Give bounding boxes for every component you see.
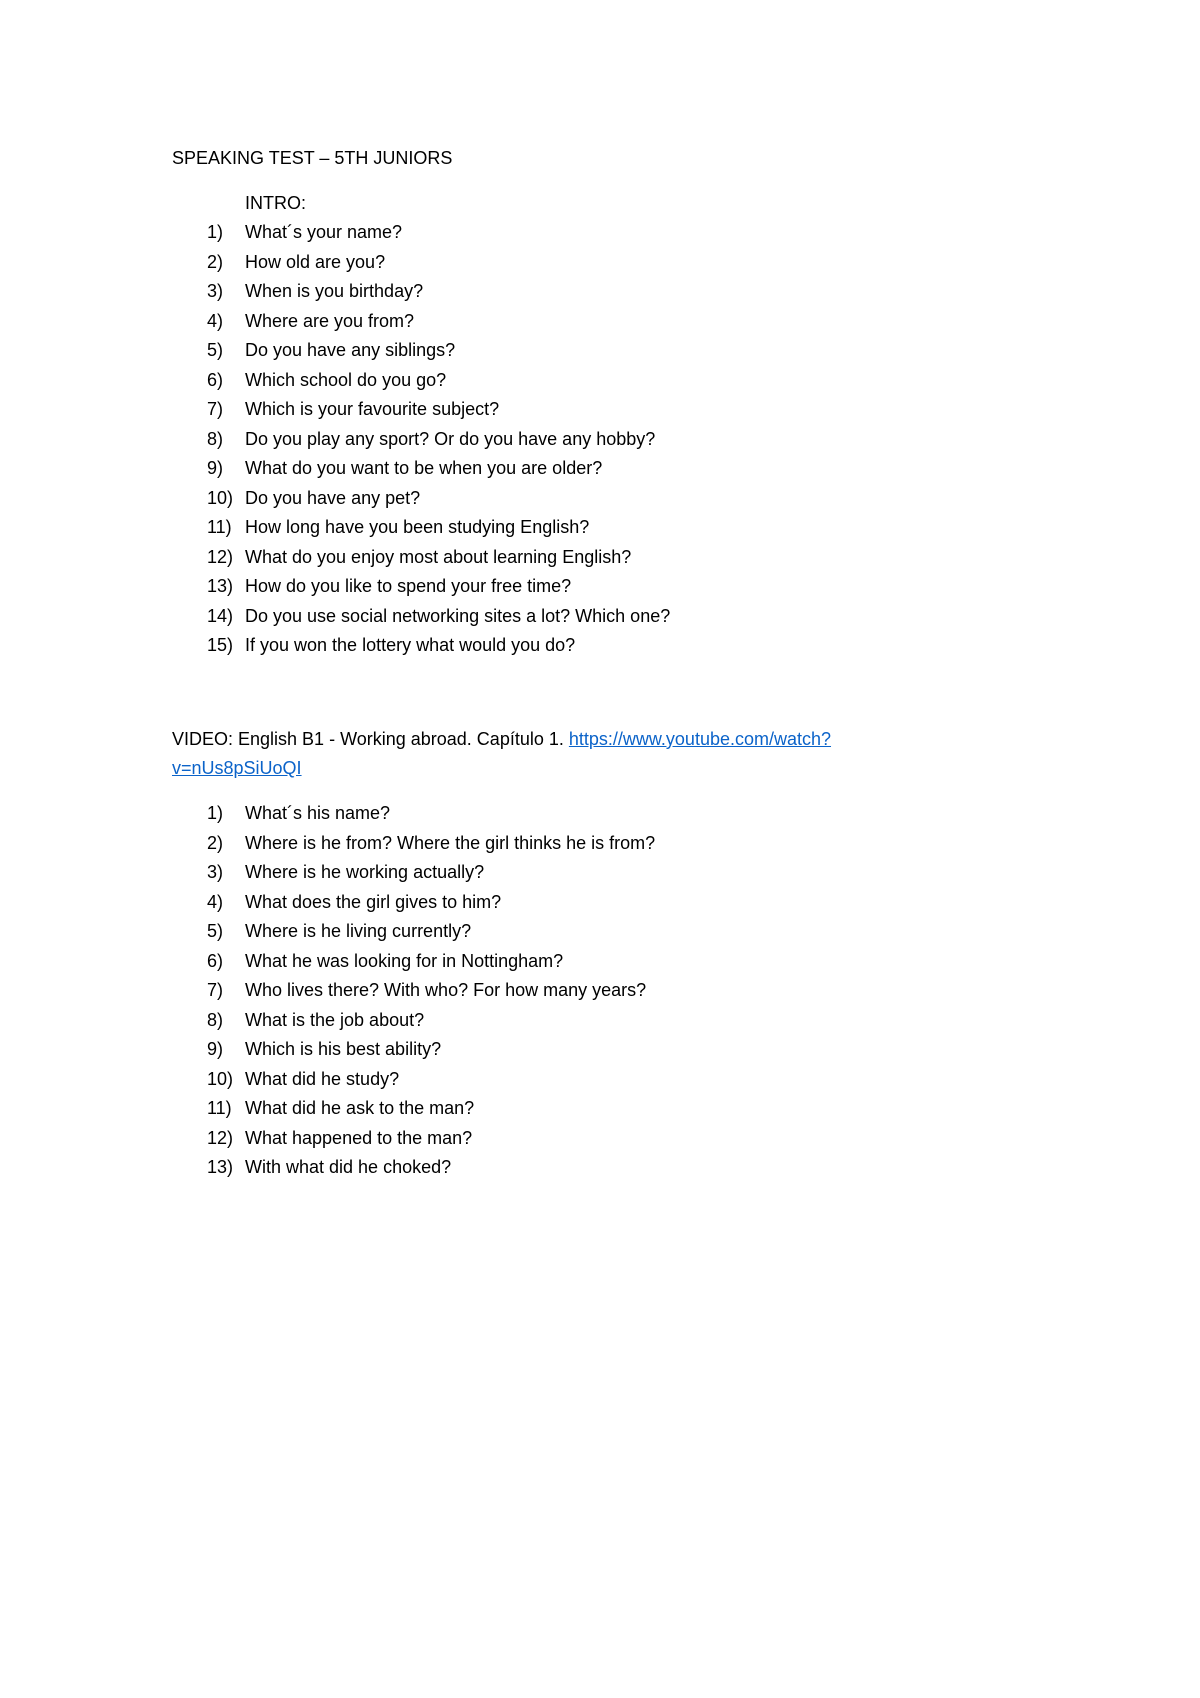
question-number: 6) — [207, 369, 224, 390]
question-number: 15) — [207, 635, 234, 655]
question-text: What´s his name? — [245, 803, 391, 823]
question-text: How long have you been studying English? — [245, 517, 590, 537]
question-text: What´s your name? — [245, 222, 403, 242]
question-text: What do you enjoy most about learning English? — [245, 546, 632, 567]
question-number: 5) — [207, 921, 224, 941]
question-number: 11) — [207, 517, 232, 537]
question-number: 13) — [207, 576, 234, 596]
question-text: What is the job about? — [245, 1009, 425, 1030]
question-number: 11) — [207, 1098, 232, 1118]
question-number: 2) — [207, 832, 224, 853]
question-text: Which school do you go? — [245, 369, 447, 390]
question-number: 4) — [207, 310, 224, 331]
question-number: 14) — [207, 605, 234, 626]
question-text: Do you have any siblings? — [245, 340, 456, 360]
question-number: 9) — [207, 458, 224, 478]
question-number: 10) — [207, 1068, 234, 1089]
question-number: 8) — [207, 428, 224, 449]
question-number: 5) — [207, 340, 224, 360]
question-text: What he was looking for in Nottingham? — [245, 950, 564, 971]
question-text: What did he study? — [245, 1068, 400, 1089]
question-number: 9) — [207, 1039, 224, 1059]
question-text: How old are you? — [245, 251, 386, 272]
question-text: How do you like to spend your free time? — [245, 576, 572, 596]
question-number: 4) — [207, 891, 224, 912]
question-number: 8) — [207, 1009, 224, 1030]
question-text: Do you use social networking sites a lot? Which one? — [245, 605, 671, 626]
question-text: Where is he living currently? — [245, 921, 472, 941]
video-reference — [172, 725, 932, 783]
question-number: 7) — [207, 980, 224, 1000]
question-text: Which is his best ability? — [245, 1039, 442, 1059]
question-number: 3) — [207, 281, 224, 301]
page-title: SPEAKING TEST – 5TH JUNIORS — [172, 148, 453, 168]
question-text: What did he ask to the man? — [245, 1098, 475, 1118]
question-number: 2) — [207, 251, 224, 272]
question-text: Which is your favourite subject? — [245, 399, 500, 419]
question-text: Who lives there? With who? For how many years? — [245, 980, 647, 1000]
question-number: 12) — [207, 546, 234, 567]
question-text: What happened to the man? — [245, 1127, 473, 1148]
question-number: 3) — [207, 862, 224, 882]
question-number: 7) — [207, 399, 224, 419]
question-text: Where is he working actually? — [245, 862, 485, 882]
video-label: VIDEO: English B1 - Working abroad. Capítulo 1. — [172, 729, 564, 749]
question-number: 13) — [207, 1157, 234, 1177]
question-text: If you won the lottery what would you do? — [245, 635, 576, 655]
question-number: 1) — [207, 803, 224, 823]
video-link[interactable]: https://www.youtube.com/watch?v=nUs8pSiUoQI — [172, 729, 832, 778]
question-text: What does the girl gives to him? — [245, 891, 502, 912]
question-number: 6) — [207, 950, 224, 971]
question-text: When is you birthday? — [245, 281, 424, 301]
intro-heading: INTRO: — [245, 193, 306, 213]
question-text: Where are you from? — [245, 310, 415, 331]
question-text: What do you want to be when you are older? — [245, 458, 603, 478]
question-text: Do you play any sport? Or do you have any hobby? — [245, 428, 656, 449]
question-text: With what did he choked? — [245, 1157, 452, 1177]
question-number: 12) — [207, 1127, 234, 1148]
question-text: Do you have any pet? — [245, 487, 421, 508]
question-number: 1) — [207, 222, 224, 242]
question-number: 10) — [207, 487, 234, 508]
question-text: Where is he from? Where the girl thinks he is from? — [245, 832, 656, 853]
